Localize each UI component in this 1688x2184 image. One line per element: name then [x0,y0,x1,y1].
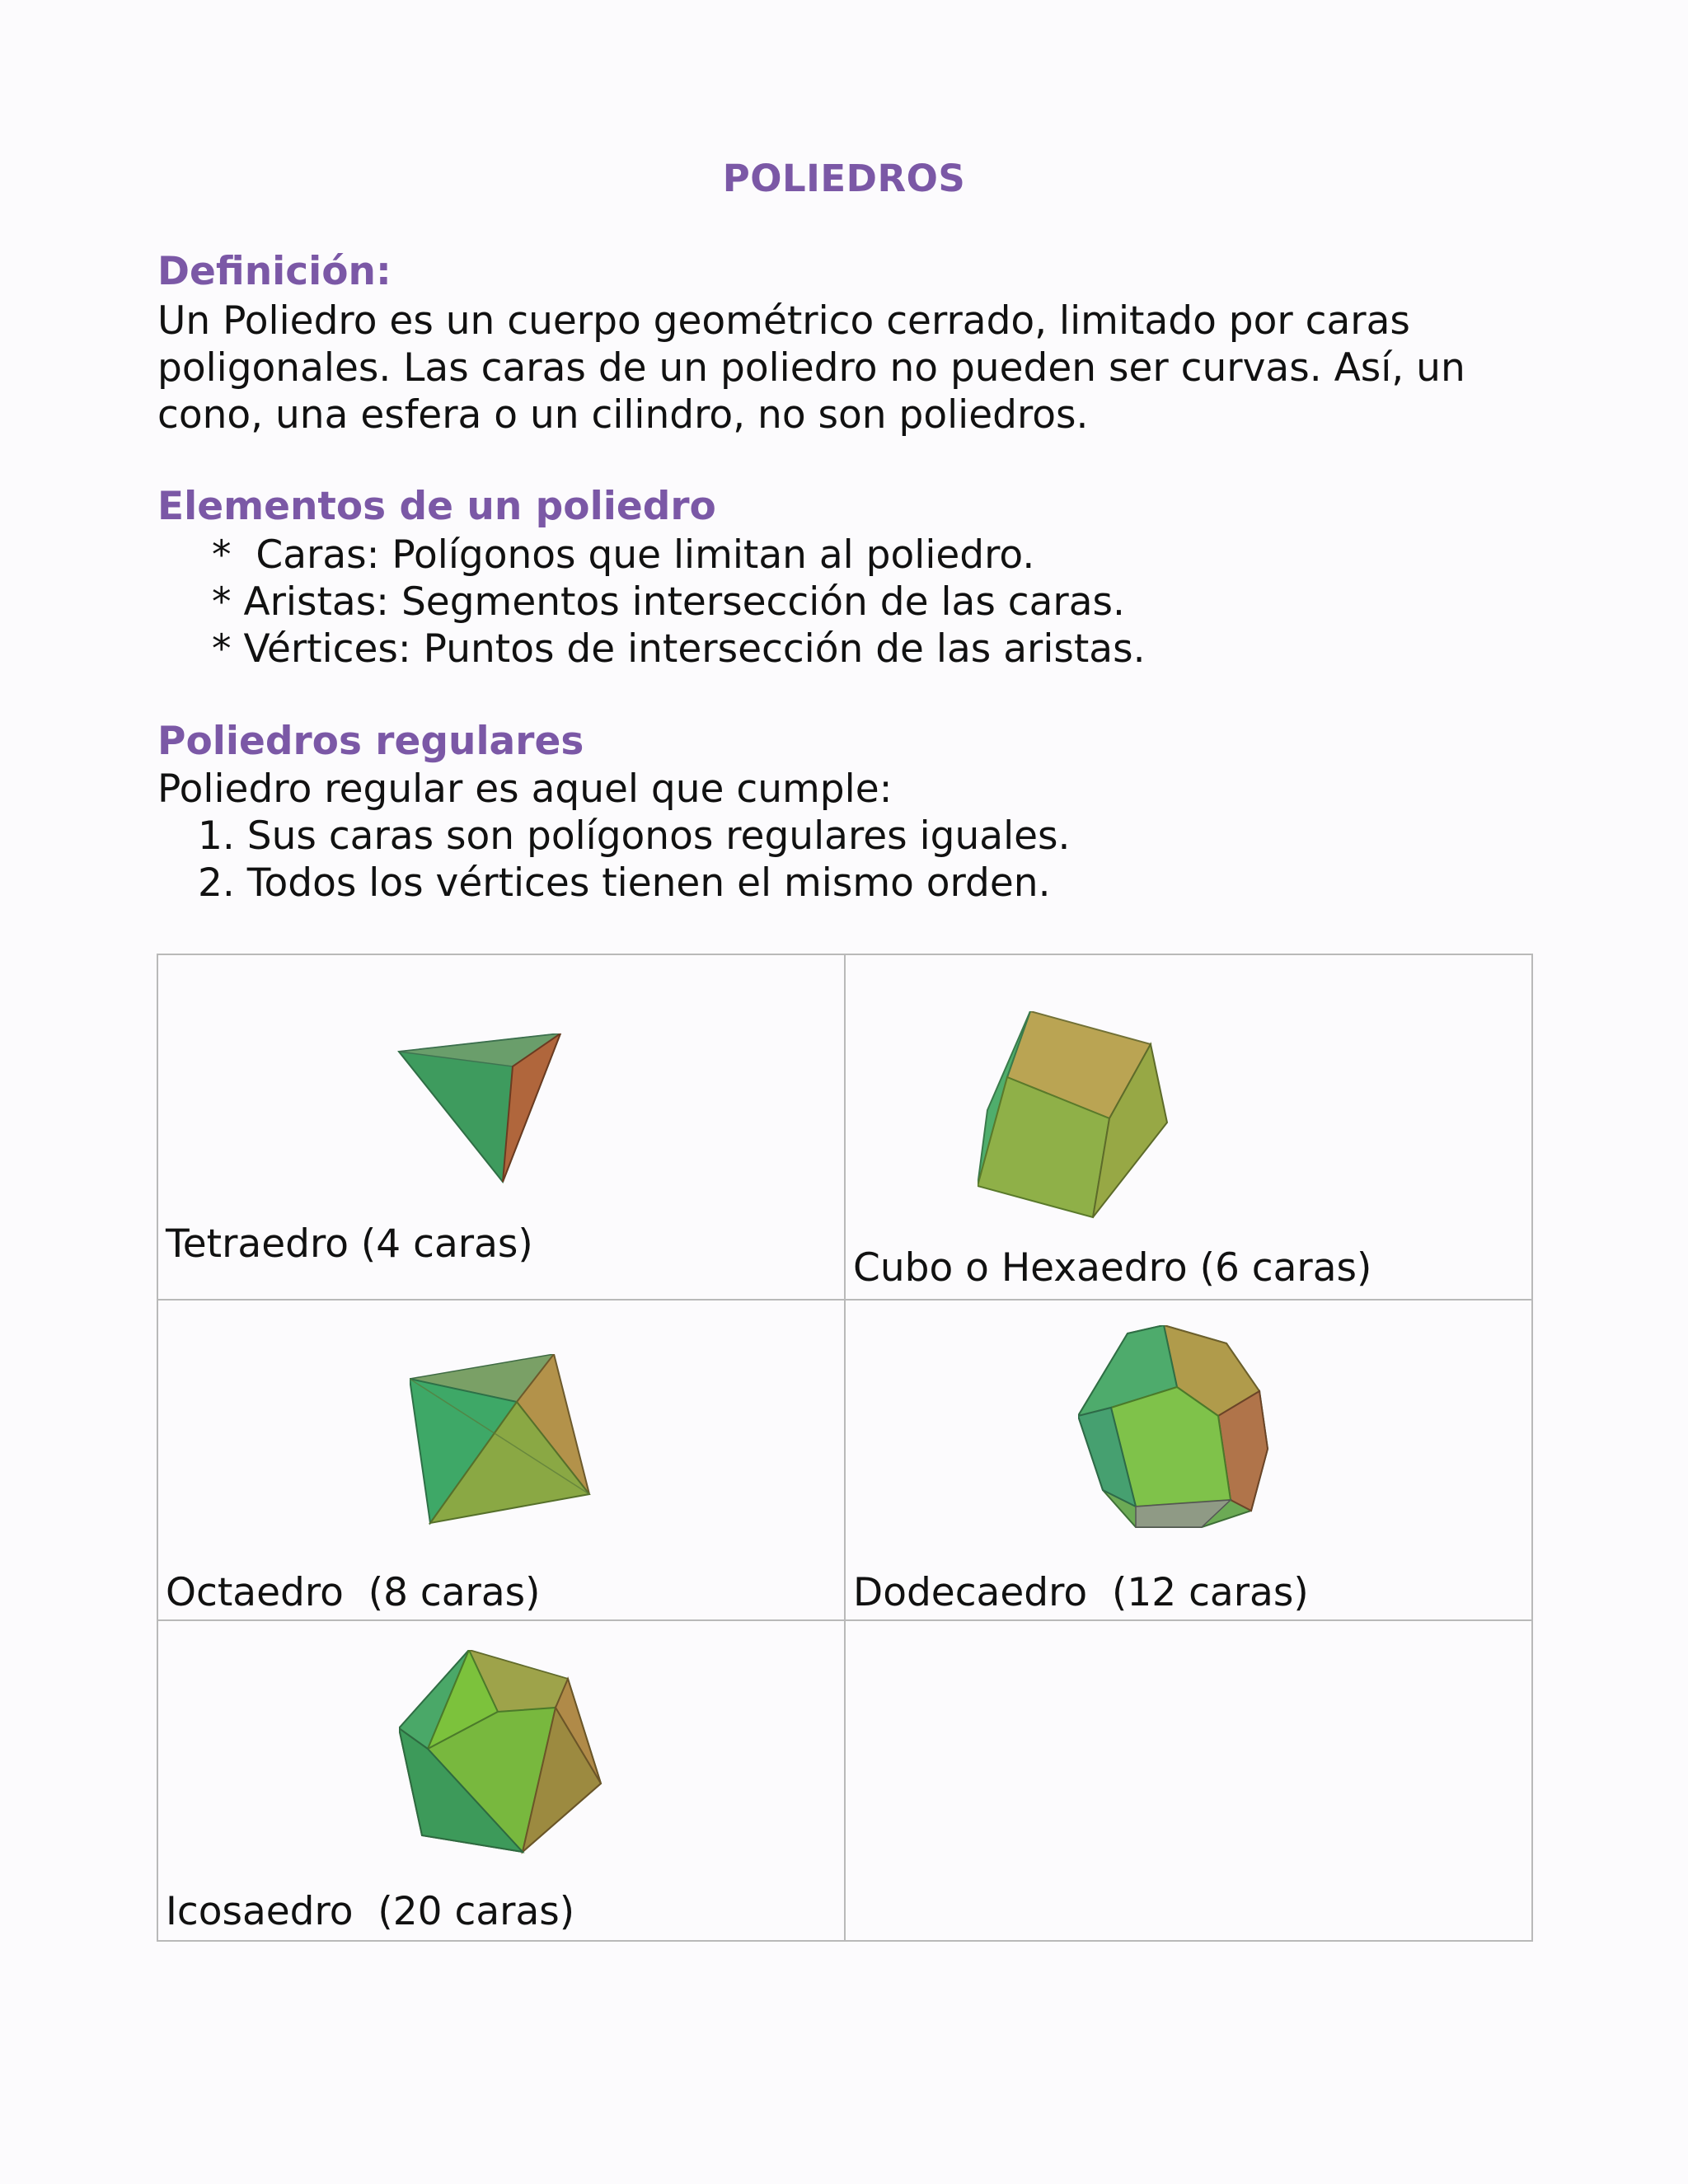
tetrahedron-image [397,1033,562,1198]
table-cell-octahedron [157,1300,845,1620]
cube-label: Cubo o Hexaedro (6 caras) [853,1245,1372,1291]
octahedron-label: Octaedro (8 caras) [166,1570,541,1615]
table-cell-empty [845,1620,1532,1941]
elements-item-aristas: * Aristas: Segmentos intersección de las caras. [212,579,1125,625]
dodecahedron-label: Dodecaedro (12 caras) [853,1570,1309,1615]
dodecahedron-image [1078,1325,1301,1540]
icosahedron-image [399,1650,609,1860]
regular-intro: Poliedro regular es aquel que cumple: [157,766,893,812]
tetrahedron-label: Tetraedro (4 caras) [166,1221,533,1267]
octahedron-image [410,1354,599,1527]
page-title: POLIEDROS [722,157,966,200]
table-cell-cube [845,954,1532,1300]
icosahedron-label: Icosaedro (20 caras) [166,1889,575,1934]
table-cell-dodecahedron [845,1300,1532,1620]
table-cell-tetrahedron [157,954,845,1300]
elements-item-vertices: * Vértices: Puntos de intersección de las aristas. [212,626,1146,672]
table-cell-icosahedron [157,1620,845,1941]
definition-heading: Definición: [157,249,392,294]
polyhedra-table [157,954,1533,1942]
regular-condition-2: 2. Todos los vértices tienen el mismo orden. [198,860,1051,906]
cube-image [978,1011,1175,1226]
definition-line-3: cono, una esfera o un cilindro, no son poliedros. [157,392,1089,438]
elements-item-caras: * Caras: Polígonos que limitan al poliedro. [212,532,1035,578]
regular-condition-1: 1. Sus caras son polígonos regulares iguales. [198,813,1071,859]
elements-heading: Elementos de un poliedro [157,484,716,529]
definition-line-1: Un Poliedro es un cuerpo geométrico cerrado, limitado por caras [157,298,1410,344]
regular-heading: Poliedros regulares [157,719,584,764]
definition-line-2: poligonales. Las caras de un poliedro no pueden ser curvas. Así, un [157,345,1465,391]
